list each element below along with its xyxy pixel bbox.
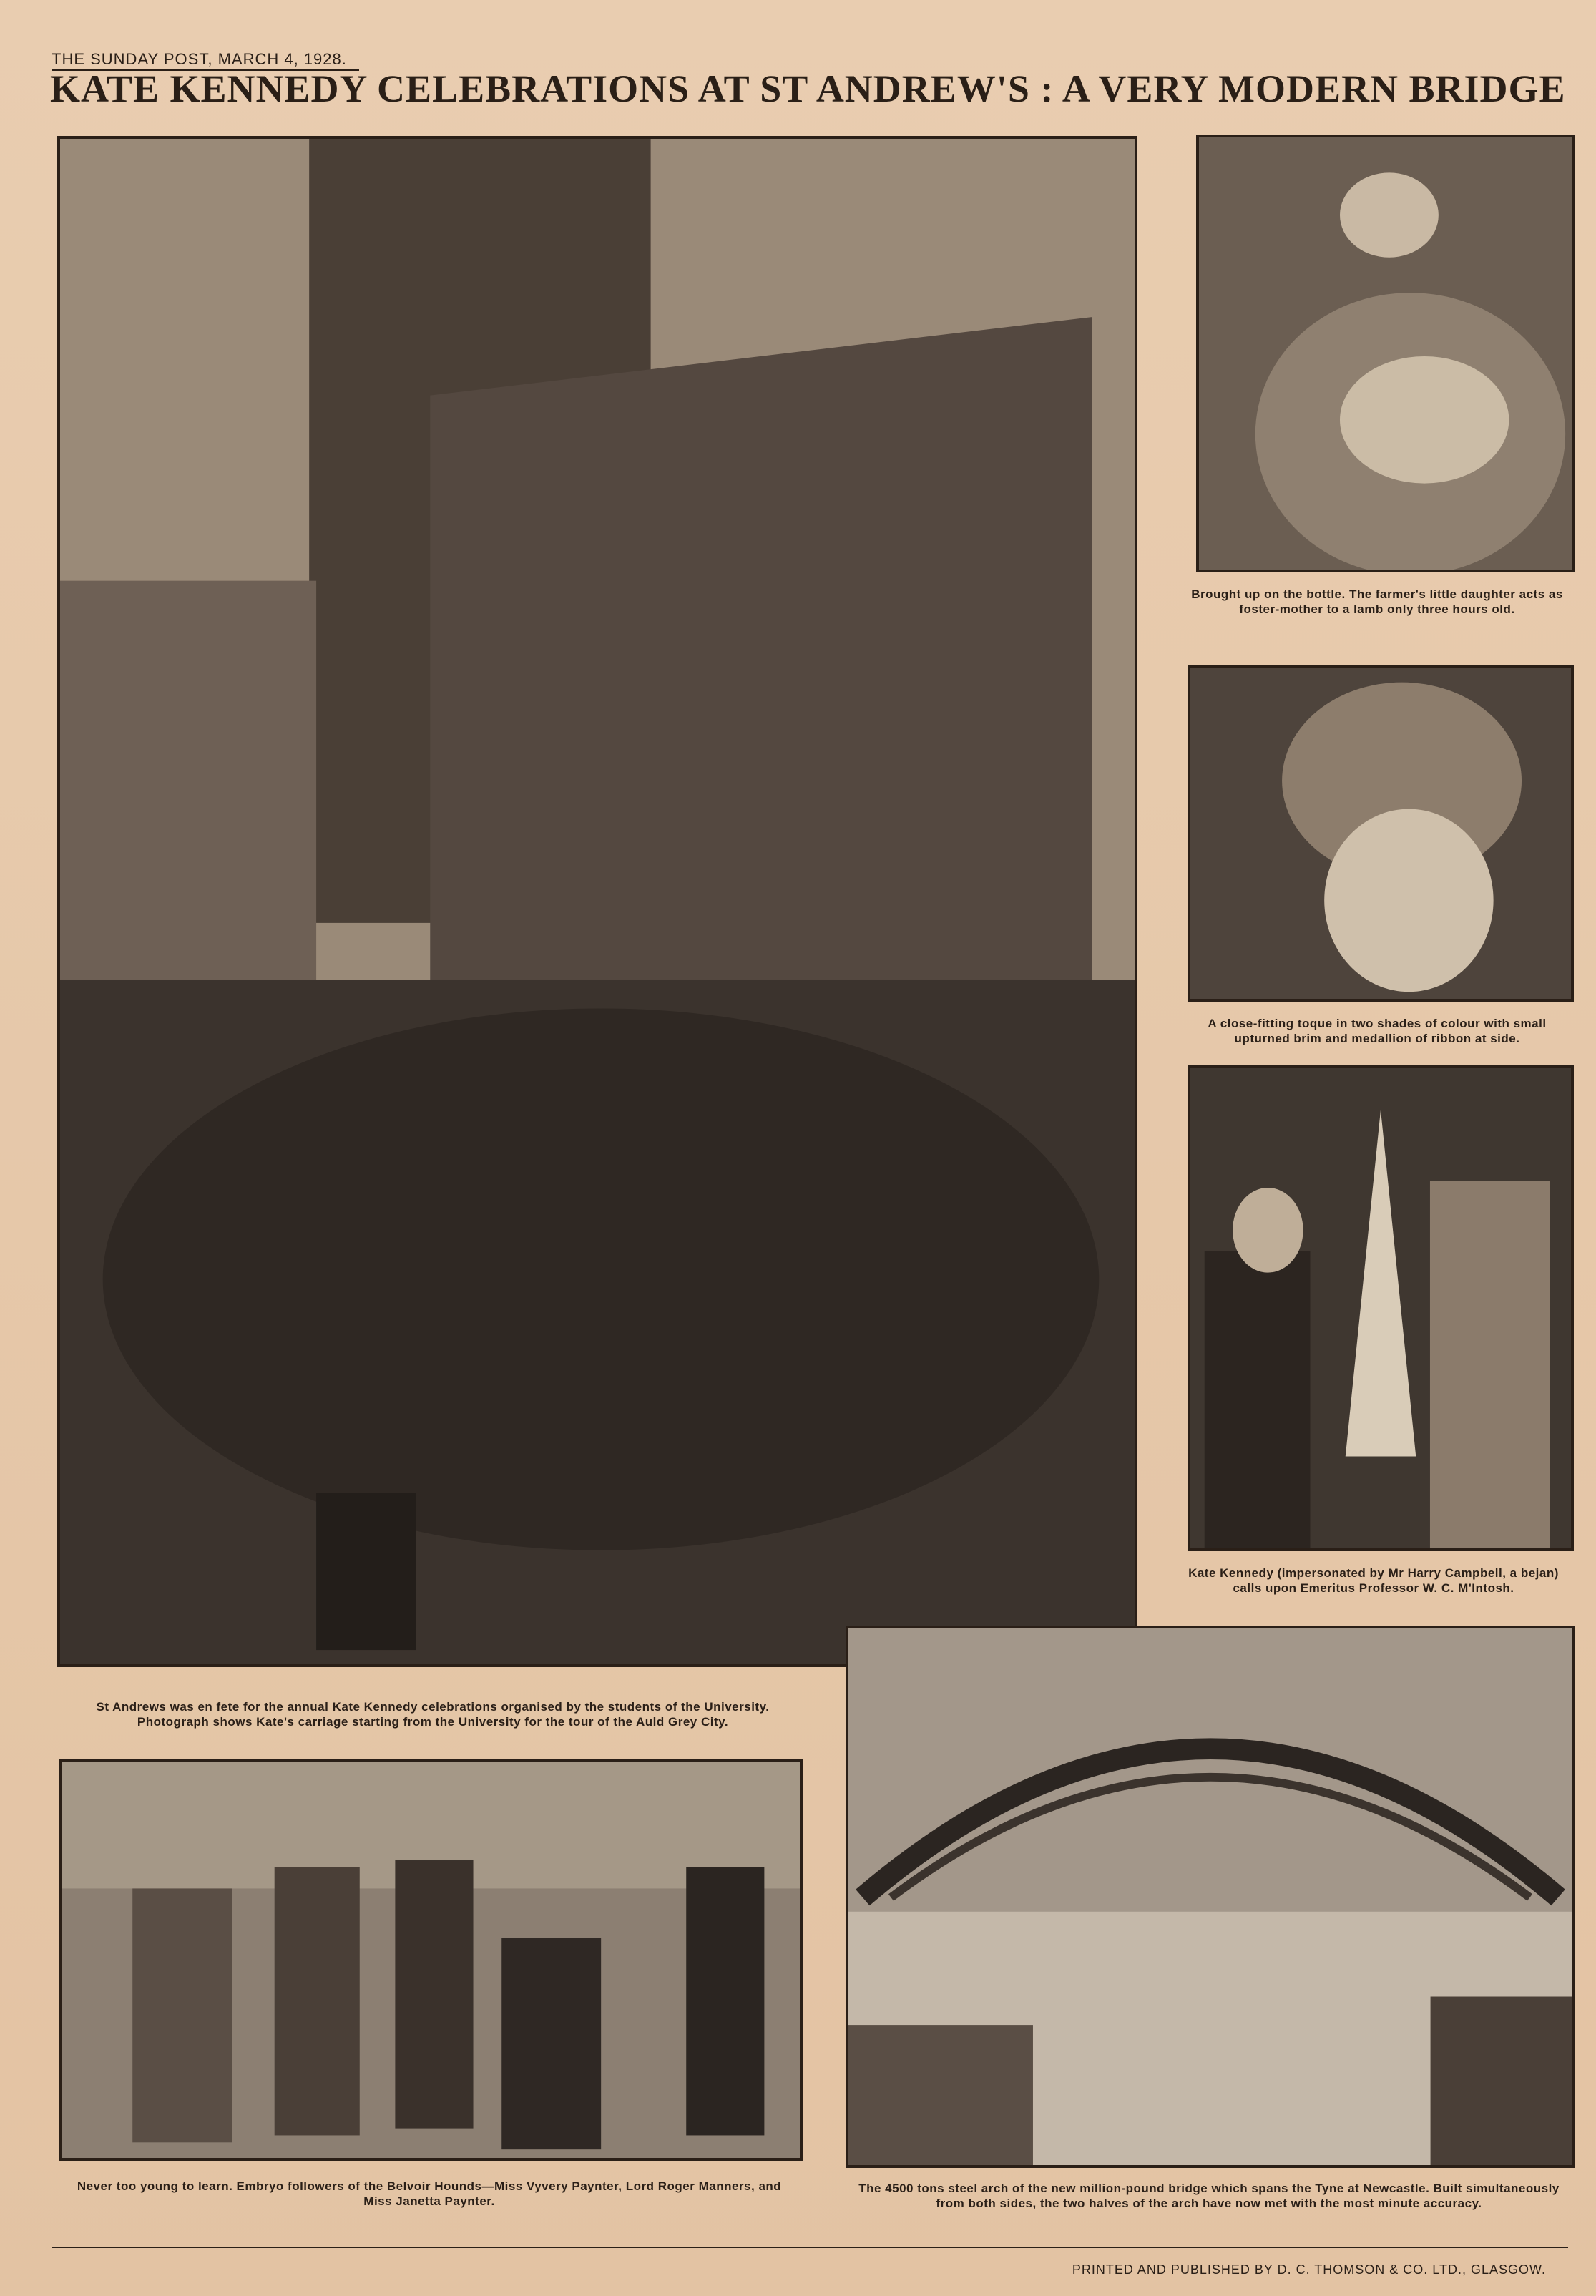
photo-lamb xyxy=(1196,135,1575,572)
caption-lamb: Brought up on the bottle. The farmer's little daughter acts as foster-mother to a lamb only three hours old. xyxy=(1191,587,1563,616)
printer-imprint: PRINTED AND PUBLISHED BY D. C. THOMSON & CO. LTD., GLASGOW. xyxy=(1072,2262,1546,2277)
lamb-illustration xyxy=(1199,137,1572,570)
photo-belvoir-hounds xyxy=(59,1759,803,2161)
photo-tyne-bridge xyxy=(846,1626,1575,2168)
kate-illustration xyxy=(1190,1068,1571,1548)
bridge-illustration xyxy=(848,1628,1572,2165)
hounds-illustration xyxy=(62,1762,800,2158)
caption-kate: Kate Kennedy (impersonated by Mr Harry Campbell, a bejan) calls upon Emeritus Professor W. C. M'Intosh. xyxy=(1188,1566,1559,1595)
footer-rule xyxy=(52,2247,1568,2248)
headline: KATE KENNEDY CELEBRATIONS AT ST ANDREW'S : A VERY MODERN BRIDGE xyxy=(50,67,1566,110)
caption-hounds: Never too young to learn. Embryo followers of the Belvoir Hounds—Miss Vyvery Paynter, Lord Roger Manners, and Miss Janetta Paynter. xyxy=(77,2179,782,2208)
photo-kate-kennedy-procession xyxy=(57,136,1137,1667)
caption-toque: A close-fitting toque in two shades of colour with small upturned brim and medallion of ribbon at side. xyxy=(1208,1017,1547,1045)
caption-main: St Andrews was en fete for the annual Kate Kennedy celebrations organised by the students of the University. Photograph shows Kate's carriage starting from the University for the tour of the Auld Grey City. xyxy=(96,1700,770,1729)
dateline: THE SUNDAY POST, MARCH 4, 1928. xyxy=(52,50,347,68)
procession-illustration xyxy=(60,139,1135,1664)
caption-bridge: The 4500 tons steel arch of the new million-pound bridge which spans the Tyne at Newcastle. Built simultaneously from both sides, the two halves of the arch have now met with the most minute accuracy. xyxy=(858,2182,1560,2210)
photo-toque xyxy=(1188,665,1574,1002)
photo-kate-kennedy-professor xyxy=(1188,1065,1574,1551)
toque-illustration xyxy=(1190,668,1571,999)
